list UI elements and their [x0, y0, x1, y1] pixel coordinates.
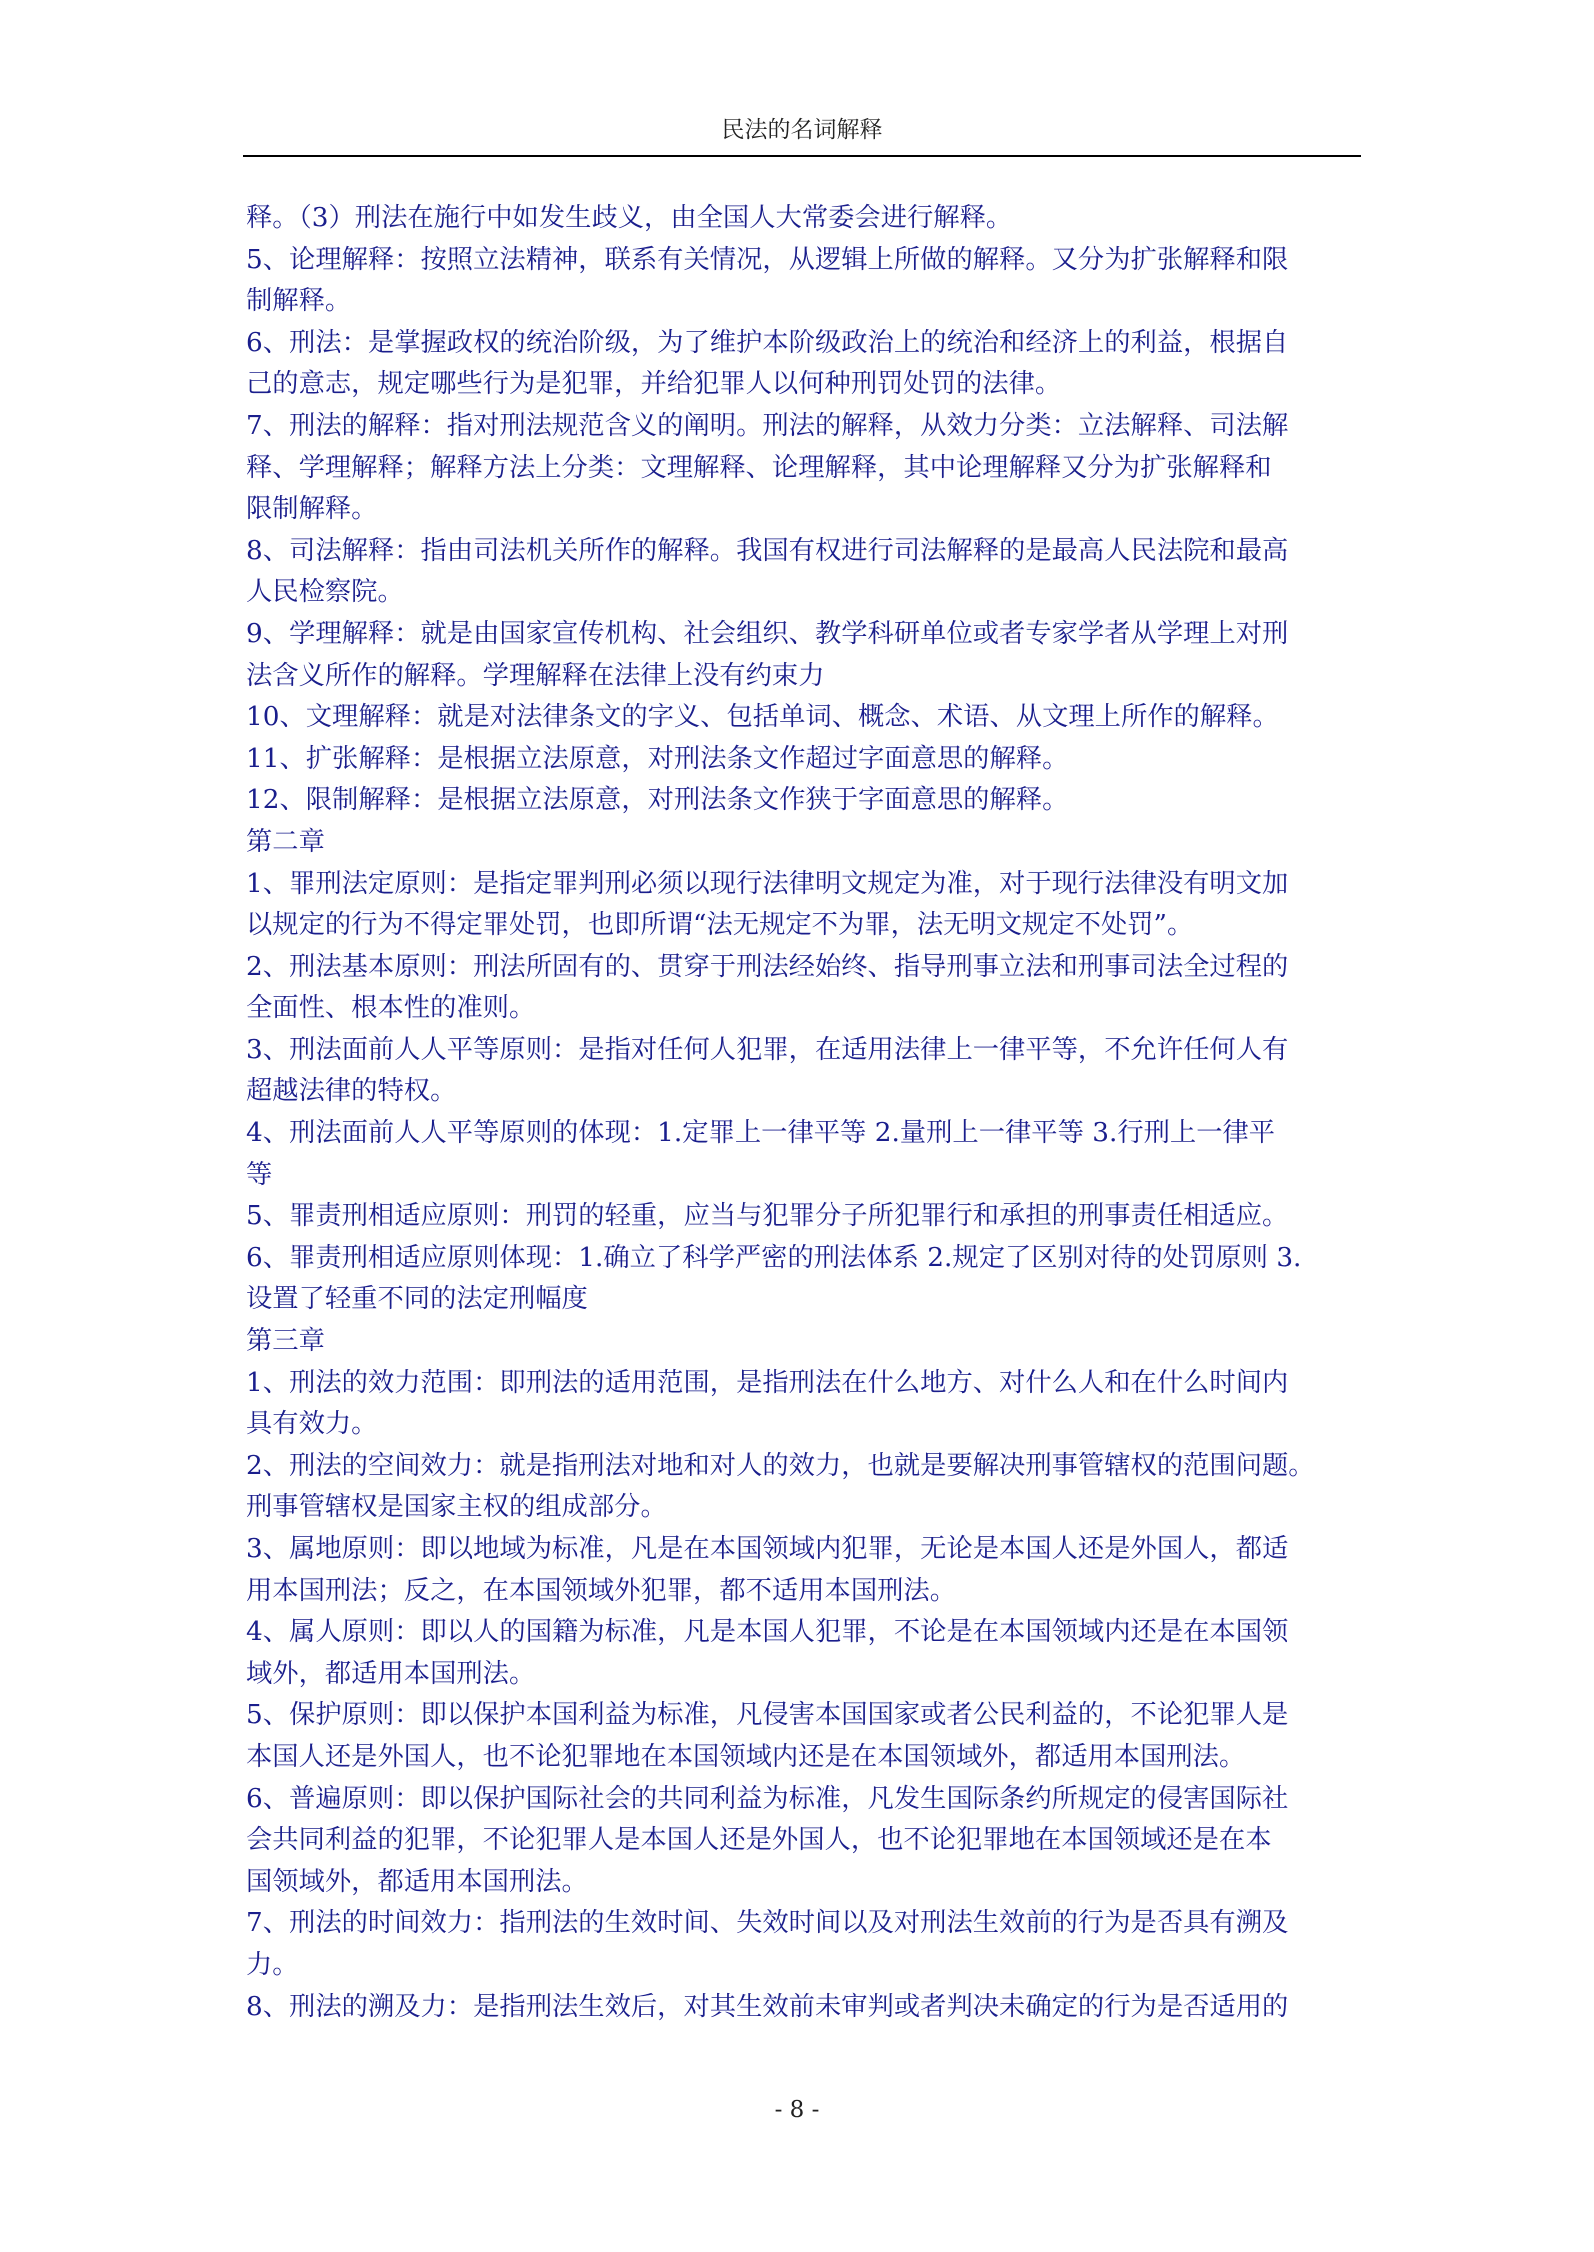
text-line: 法含义所作的解释。学理解释在法律上没有约束力 [246, 660, 825, 691]
text-line: 2、刑法基本原则：刑法所固有的、贯穿于刑法经始终、指导刑事立法和刑事司法全过程的 [246, 951, 1289, 982]
text-line: 域外，都适用本国刑法。 [246, 1658, 536, 1689]
document-body [246, 198, 1358, 2028]
page-number: - 8 - [774, 2097, 820, 2123]
text-line: 9、学理解释：就是由国家宣传机构、社会组织、教学科研单位或者专家学者从学理上对刑 [246, 618, 1289, 649]
text-line: 释。（3）刑法在施行中如发生歧义，由全国人大常委会进行解释。 [246, 203, 1013, 233]
text-line: 国领域外，都适用本国刑法。 [246, 1866, 588, 1897]
header-title: 民法的名词解释 [721, 117, 883, 143]
text-line: 力。 [246, 1949, 299, 1980]
text-line: 会共同利益的犯罪，不论犯罪人是本国人还是外国人，也不论犯罪地在本国领域还是在本 [246, 1825, 1272, 1856]
text-line: 释、学理解释；解释方法上分类：文理解释、论理解释，其中论理解释又分为扩张解释和 [246, 452, 1272, 483]
text-line: 11、扩张解释：是根据立法原意，对刑法条文作超过字面意思的解释。 [246, 743, 1069, 774]
text-line: 5、论理解释：按照立法精神，联系有关情况，从逻辑上所做的解释。又分为扩张解释和限 [246, 244, 1289, 275]
text-line: 制解释。 [246, 286, 352, 317]
text-line: 1、罪刑法定原则：是指定罪判刑必须以现行法律明文规定为准，对于现行法律没有明文加 [246, 868, 1289, 899]
text-line: 6、刑法：是掌握政权的统治阶级，为了维护本阶级政治上的统治和经济上的利益，根据自 [246, 327, 1289, 358]
page-header [243, 115, 1361, 157]
text-line: 具有效力。 [246, 1409, 378, 1440]
text-line: 10、文理解释：就是对法律条文的字义、包括单词、概念、术语、从文理上所作的解释。 [246, 702, 1279, 733]
text-line: 8、司法解释：指由司法机关所作的解释。我国有权进行司法解释的是最高人民法院和最高 [246, 535, 1289, 566]
text-line: 人民检察院。 [246, 577, 404, 608]
text-line: 4、属人原则：即以人的国籍为标准，凡是本国人犯罪，不论是在本国领域内还是在本国领 [246, 1617, 1289, 1648]
text-line: 2、刑法的空间效力：就是指刑法对地和对人的效力，也就是要解决刑事管辖权的范围问题。 [246, 1450, 1315, 1481]
text-line: 3、刑法面前人人平等原则：是指对任何人犯罪，在适用法律上一律平等，不允许任何人有 [246, 1034, 1289, 1065]
text-line: 5、罪责刑相适应原则：刑罚的轻重，应当与犯罪分子所犯罪行和承担的刑事责任相适应。 [246, 1201, 1289, 1232]
text-line: 用本国刑法；反之，在本国领域外犯罪，都不适用本国刑法。 [246, 1575, 957, 1606]
text-line: 7、刑法的时间效力：指刑法的生效时间、失效时间以及对刑法生效前的行为是否具有溯及 [246, 1908, 1289, 1939]
text-line: 己的意志，规定哪些行为是犯罪，并给犯罪人以何种刑罚处罚的法律。 [246, 369, 1062, 400]
page-footer [0, 2095, 1594, 2125]
text-line: 设置了轻重不同的法定刑幅度 [246, 1284, 588, 1315]
text-line: 等 [246, 1159, 273, 1190]
text-line: 12、限制解释：是根据立法原意，对刑法条文作狭于字面意思的解释。 [246, 785, 1069, 816]
text-line: 限制解释。 [246, 494, 378, 525]
text-line: 7、刑法的解释：指对刑法规范含义的阐明。刑法的解释，从效力分类：立法解释、司法解 [246, 410, 1289, 441]
text-line: 4、刑法面前人人平等原则的体现：1.定罪上一律平等 2.量刑上一律平等 3.行刑上一律平 [246, 1118, 1276, 1149]
text-line: 3、属地原则：即以地域为标准，凡是在本国领域内犯罪，无论是本国人还是外国人，都适 [246, 1534, 1289, 1564]
text-line: 以规定的行为不得定罪处罚，也即所谓“法无规定不为罪，法无明文规定不处罚”。 [246, 910, 1194, 941]
text-line: 本国人还是外国人，也不论犯罪地在本国领域内还是在本国领域外，都适用本国刑法。 [246, 1741, 1246, 1772]
text-line: 6、罪责刑相适应原则体现：1.确立了科学严密的刑法体系 2.规定了区别对待的处罚原则 3. [246, 1242, 1302, 1273]
text-line: 第三章 [246, 1326, 325, 1357]
text-line: 1、刑法的效力范围：即刑法的适用范围，是指刑法在什么地方、对什么人和在什么时间内 [246, 1367, 1289, 1398]
text-line: 全面性、根本性的准则。 [246, 993, 536, 1024]
text-line: 超越法律的特权。 [246, 1076, 457, 1107]
text-line: 5、保护原则：即以保护本国利益为标准，凡侵害本国国家或者公民利益的，不论犯罪人是 [246, 1700, 1289, 1731]
text-line: 8、刑法的溯及力：是指刑法生效后，对其生效前未审判或者判决未确定的行为是否适用的 [246, 1991, 1289, 2022]
text-line: 6、普遍原则：即以保护国际社会的共同利益为标准，凡发生国际条约所规定的侵害国际社 [246, 1783, 1289, 1814]
text-line: 第二章 [246, 826, 325, 857]
text-line: 刑事管辖权是国家主权的组成部分。 [246, 1492, 667, 1523]
